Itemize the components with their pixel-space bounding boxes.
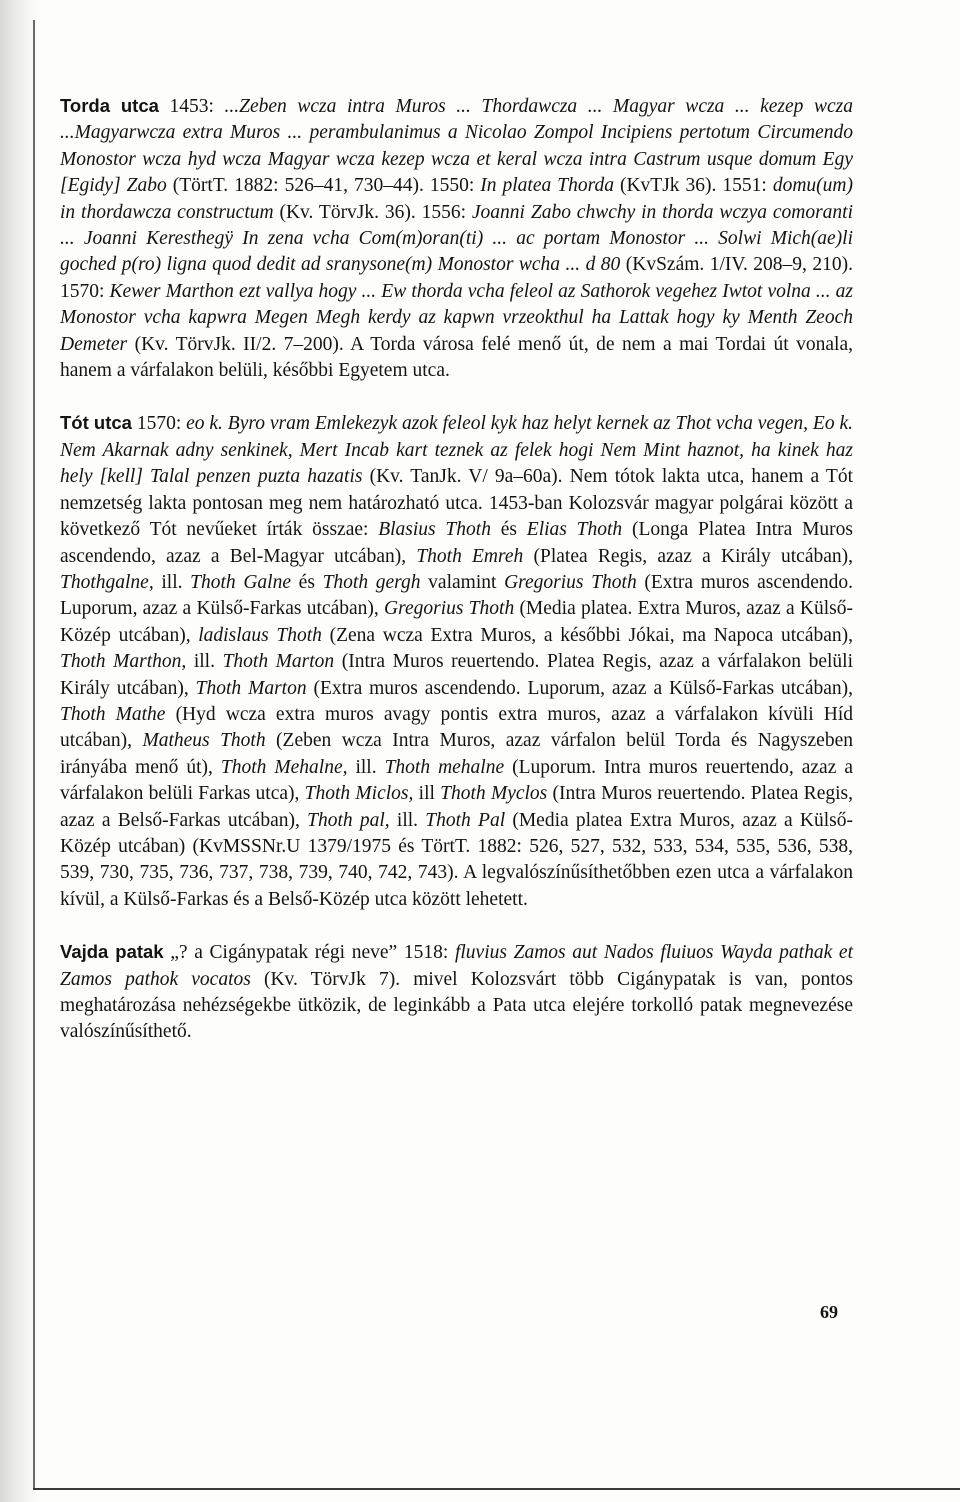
page-bottom-edge bbox=[33, 1488, 960, 1490]
name-segment: Thoth mehalne bbox=[384, 756, 505, 778]
text-segment: ill. bbox=[389, 809, 426, 831]
name-segment: Matheus Thoth bbox=[142, 730, 266, 752]
name-segment: Thoth Mathe bbox=[60, 703, 166, 725]
name-segment: Thothgalne, bbox=[60, 571, 154, 593]
name-segment: Elias Thoth bbox=[526, 519, 623, 541]
name-segment: Thoth Marthon, bbox=[60, 651, 187, 673]
quote-segment: ...Zeben wcza intra Muros ... Thordawcza ... Magyar wcza ... kezep wcza ...Magyarwcza extra Muros ... perambulanimus a Nicolao Zompol Incipiens pertotum Circumendo Monostor wcza hyd wcza Magyar wcza kezep wcza et keral wcza intra Castrum usque domum Egy [Egidy] Zabo bbox=[60, 96, 854, 197]
name-segment: Thoth Pal bbox=[425, 809, 506, 831]
text-segment: (Extra muros ascendendo. Luporum, azaz a Külső-Farkas utcában), bbox=[60, 571, 853, 620]
text-segment: valamint bbox=[420, 571, 505, 593]
quote-segment: domu(um) in thordawcza constructum bbox=[60, 175, 853, 223]
text-segment: (Hyd wcza extra muros avagy pontis extra muros, azaz a várfalakon kívüli Híd utcában), bbox=[60, 703, 853, 752]
name-segment: ladislaus Thoth bbox=[198, 624, 322, 646]
text-segment: „? a Cigánypatak régi neve” 1518: bbox=[163, 942, 455, 964]
text-segment: (Longa Platea Intra Muros ascendendo, azaz a Bel-Magyar utcában), bbox=[60, 519, 854, 567]
name-segment: Thoth Emreh bbox=[416, 545, 524, 567]
text-segment: (Luporum. Intra muros reuertendo, azaz a várfalakon belüli Farkas utca), bbox=[60, 756, 853, 805]
text-segment: (Zeben wcza Intra Muros, azaz várfalon belül Torda és Nagyszeben irányába menő út), bbox=[60, 730, 853, 778]
text-segment: ill bbox=[413, 783, 441, 805]
quote-segment: Kewer Marthon ezt vallya hogy ... Ew thorda vcha feleol az Sathorok vegehez Iwtot volna ... az Monostor vcha kapwra Megen Megh kerdy az kapwn vrzeokthul ha Lattak hogy ky Menth Zeoch Demeter bbox=[60, 280, 853, 355]
text-segment: (KvTJk 36). 1551: bbox=[613, 175, 773, 197]
page-number: 69 bbox=[820, 1302, 838, 1322]
text-segment: ill. bbox=[153, 571, 191, 593]
name-segment: Gregorius Thoth bbox=[384, 598, 515, 620]
quote-segment: fluvius Zamos aut Nados fluiuos Wayda pathak et Zamos pathok vocatos bbox=[60, 942, 853, 990]
spine-edge-line bbox=[33, 20, 35, 1490]
text-segment: (Kv. TörvJk 7). mivel Kolozsvárt több Cigánypatak is van, pontos meghatározása nehézségekbe ütközik, de leginkább a Pata utca elejére torkolló patak megnevezése valószínűsíthető. bbox=[60, 968, 854, 1043]
name-segment: Thoth Miclos, bbox=[304, 783, 414, 805]
entry-tot-utca bbox=[60, 410, 853, 913]
text-segment: (TörtT. 1882: 526–41, 730–44). 1550: bbox=[166, 175, 481, 197]
entry-headword: Torda utca bbox=[60, 95, 159, 116]
text-segment: ill. bbox=[347, 756, 385, 778]
name-segment: Thoth Mehalne, bbox=[220, 756, 348, 778]
entry-headword: Tót utca bbox=[60, 412, 132, 434]
text-segment: (Media platea. Extra Muros, azaz a Külső-Közép utcában), bbox=[60, 598, 853, 646]
entry-torda-utca bbox=[60, 93, 853, 384]
text-segment: (Platea Regis, azaz a Király utcában), bbox=[523, 545, 854, 567]
text-segment: (Kv. TörvJk. II/2. 7–200). A Torda városa felé menő út, de nem a mai Tordai út vonala, hanem a várfalakon belüli, későbbi Egyetem utca. bbox=[60, 333, 853, 382]
text-column bbox=[60, 93, 853, 1072]
name-segment: Blasius Thoth bbox=[378, 519, 491, 541]
name-segment: Gregorius Thoth bbox=[504, 571, 637, 593]
text-segment: (Kv. TörvJk. 36). 1556: bbox=[273, 201, 472, 223]
entry-vajda-patak bbox=[60, 939, 853, 1046]
text-segment: (KvSzám. 1/IV. 208–9, 210). 1570: bbox=[60, 254, 853, 302]
name-segment: Thoth gergh bbox=[322, 571, 421, 593]
text-segment: ill. bbox=[186, 651, 223, 673]
text-segment: (Extra muros ascendendo. Luporum, azaz a Külső-Farkas utcában), bbox=[306, 677, 853, 699]
entry-headword: Vajda patak bbox=[60, 941, 164, 963]
name-segment: Thoth Marton bbox=[222, 651, 335, 673]
name-segment: Thoth Marton bbox=[195, 677, 307, 699]
text-segment: (Intra Muros reuertendo. Platea Regis, azaz a Belső-Farkas utcában), bbox=[60, 783, 853, 831]
quote-segment: In platea Thorda bbox=[480, 175, 614, 197]
name-segment: Thoth Galne bbox=[190, 571, 291, 593]
quote-segment: eo k. Byro vram Emlekezyk azok feleol kyk haz helyt kernek az Thot vcha vegen, Eo k. Nem Akarnak adny senkinek, Mert Incab kart teznek az felek hogi Nem Mint haznot, ha kinek haz hely [kell] Talal penzen puzta hazatis bbox=[60, 413, 854, 488]
text-segment: (Media platea Extra Muros, azaz a Külső-Közép utcában) (KvMSSNr.U 1379/1975 és TörtT. 1882: 526, 527, 532, 533, 534, 535, 536, 538, 539, 730, 735, 736, 737, 738, 739, 740, 742, 743). A legvalószínűsíthetőbben ezen utca a várfalakon kívül, a Külső-Farkas és a Belső-Közép utca között lehetett. bbox=[60, 809, 853, 910]
text-segment: 1453: bbox=[158, 96, 225, 117]
text-segment: (Kv. TanJk. V/ 9a–60a). Nem tótok lakta utca, hanem a Tót nemzetség lakta pontosan meg nem határozható utca. 1453-ban Kolozsvár magyar polgárai között a következő Tót nevűeket írták összae: bbox=[60, 466, 854, 541]
text-segment: (Intra Muros reuertendo. Platea Regis, azaz a várfalakon belüli Király utcában), bbox=[60, 651, 853, 699]
text-segment: (Zena wcza Extra Muros, a későbbi Jókai, ma Napoca utcában), bbox=[321, 624, 853, 646]
name-segment: Thoth Myclos bbox=[440, 783, 548, 805]
name-segment: Thoth pal, bbox=[307, 809, 390, 831]
text-segment: és bbox=[291, 571, 323, 593]
text-segment: és bbox=[490, 519, 527, 541]
text-segment: 1570: bbox=[131, 413, 187, 435]
quote-segment: Joanni Zabo chwchy in thorda wczya comoranti ... Joanni Keresthegÿ In zena vcha Com(m)oran(ti) ... ac portam Monostor ... Solwi Mich(ae)li goched p(ro) ligna quod dedit ad sranysone(m) Monostor wcha ... d 80 bbox=[60, 201, 853, 276]
